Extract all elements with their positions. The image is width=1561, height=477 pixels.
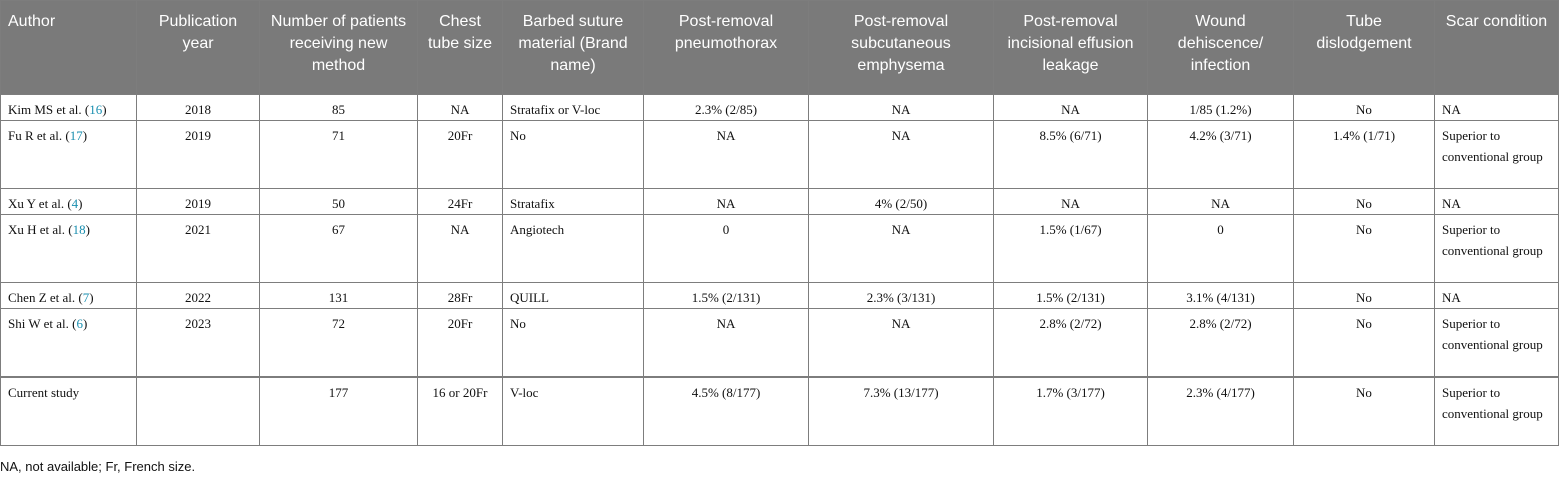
author-name: Shi W et al. ( [8,316,77,331]
effusion-cell: 1.7% (3/177) [994,377,1148,446]
year-cell: 2019 [137,189,260,215]
table-row [1,215,1559,283]
scar-cell: Superior to conventional group [1435,121,1559,189]
year-cell: 2022 [137,283,260,309]
tube-size-cell: 20Fr [418,121,503,189]
suture-cell: QUILL [503,283,644,309]
emphysema-cell: NA [809,95,994,121]
column-header: Chest tube size [418,1,503,95]
tube-size-cell: 16 or 20Fr [418,377,503,446]
reference-link[interactable]: 4 [71,196,79,211]
suture-cell: V-loc [503,377,644,446]
year-cell: 2019 [137,121,260,189]
dislodgement-cell: No [1294,377,1435,446]
effusion-cell: 8.5% (6/71) [994,121,1148,189]
effusion-cell: 2.8% (2/72) [994,309,1148,378]
effusion-cell: NA [994,95,1148,121]
pneumothorax-cell: 2.3% (2/85) [644,95,809,121]
table-row [1,189,1559,215]
emphysema-cell: NA [809,309,994,378]
suture-cell: Stratafix or V-loc [503,95,644,121]
table-row [1,283,1559,309]
wound-cell: 3.1% (4/131) [1148,283,1294,309]
column-header: Barbed suture material (Brand name) [503,1,644,95]
scar-cell: NA [1435,95,1559,121]
year-cell: 2021 [137,215,260,283]
author-cell [1,215,137,283]
table-header [1,1,1559,95]
table-row [1,121,1559,189]
patients-cell: 177 [260,377,418,446]
reference-link[interactable]: 7 [82,290,90,305]
author-name: Fu R et al. ( [8,128,70,143]
wound-cell: 0 [1148,215,1294,283]
tube-size-cell: 24Fr [418,189,503,215]
pneumothorax-cell: 1.5% (2/131) [644,283,809,309]
author-paren-close: ) [78,196,83,211]
dislodgement-cell: No [1294,189,1435,215]
author-paren-close: ) [82,128,88,143]
author-name: Kim MS et al. ( [8,102,90,117]
author-paren-close: ) [83,316,88,331]
pneumothorax-cell: 4.5% (8/177) [644,377,809,446]
dislodgement-cell: No [1294,95,1435,121]
patients-cell: 71 [260,121,418,189]
column-header: Scar condition [1435,1,1559,95]
patients-cell: 50 [260,189,418,215]
author-paren-close: ) [102,102,107,117]
emphysema-cell: 4% (2/50) [809,189,994,215]
dislodgement-cell: No [1294,309,1435,378]
pneumothorax-cell: NA [644,309,809,378]
table-footnote: NA, not available; Fr, French size. [0,459,196,474]
reference-link[interactable]: 6 [76,316,83,331]
patients-cell: 85 [260,95,418,121]
column-header: Post-removal pneumothorax [644,1,809,95]
tube-size-cell: 20Fr [418,309,503,378]
effusion-cell: 1.5% (1/67) [994,215,1148,283]
tube-size-cell: NA [418,215,503,283]
reference-link[interactable]: 17 [69,128,83,143]
year-cell [137,377,260,446]
reference-link[interactable]: 16 [89,102,103,117]
emphysema-cell: NA [809,215,994,283]
wound-cell: 1/85 (1.2%) [1148,95,1294,121]
dislodgement-cell: No [1294,215,1435,283]
effusion-cell: 1.5% (2/131) [994,283,1148,309]
author-paren-close: ) [89,290,94,305]
scar-cell: Superior to conventional group [1435,377,1559,446]
table-row [1,95,1559,121]
column-header: Post-removal subcutaneous emphysema [809,1,994,95]
pneumothorax-cell: NA [644,189,809,215]
scar-cell: Superior to conventional group [1435,309,1559,378]
tube-size-cell: 28Fr [418,283,503,309]
patients-cell: 72 [260,309,418,378]
wound-cell: NA [1148,189,1294,215]
effusion-cell: NA [994,189,1148,215]
patients-cell: 131 [260,283,418,309]
author-name: Xu Y et al. ( [8,196,72,211]
table-body [1,95,1559,446]
scar-cell: NA [1435,283,1559,309]
author-cell [1,283,137,309]
author-cell [1,95,137,121]
pneumothorax-cell: NA [644,121,809,189]
author-name: Xu H et al. ( [8,222,73,237]
patients-cell: 67 [260,215,418,283]
table-row [1,309,1559,378]
author-name: Current study [8,385,80,400]
suture-cell: Angiotech [503,215,644,283]
column-header: Tube dislodgement [1294,1,1435,95]
column-header: Publication year [137,1,260,95]
table-row [1,377,1559,446]
wound-cell: 4.2% (3/71) [1148,121,1294,189]
dislodgement-cell: No [1294,283,1435,309]
scar-cell: NA [1435,189,1559,215]
year-cell: 2023 [137,309,260,378]
wound-cell: 2.3% (4/177) [1148,377,1294,446]
author-cell [1,377,137,446]
scar-cell: Superior to conventional group [1435,215,1559,283]
author-paren-close: ) [85,222,90,237]
author-cell [1,121,137,189]
dislodgement-cell: 1.4% (1/71) [1294,121,1435,189]
suture-cell: Stratafix [503,189,644,215]
column-header: Wound dehiscence/ infection [1148,1,1294,95]
emphysema-cell: 7.3% (13/177) [809,377,994,446]
wound-cell: 2.8% (2/72) [1148,309,1294,378]
pneumothorax-cell: 0 [644,215,809,283]
emphysema-cell: 2.3% (3/131) [809,283,994,309]
header-row [1,1,1559,95]
author-cell [1,189,137,215]
column-header: Number of patients receiving new method [260,1,418,95]
author-name: Chen Z et al. ( [8,290,83,305]
author-cell [1,309,137,378]
emphysema-cell: NA [809,121,994,189]
tube-size-cell: NA [418,95,503,121]
reference-link[interactable]: 18 [72,222,86,237]
suture-cell: No [503,309,644,378]
year-cell: 2018 [137,95,260,121]
suture-cell: No [503,121,644,189]
column-header: Post-removal incisional effusion leakage [994,1,1148,95]
column-header: Author [1,1,137,95]
